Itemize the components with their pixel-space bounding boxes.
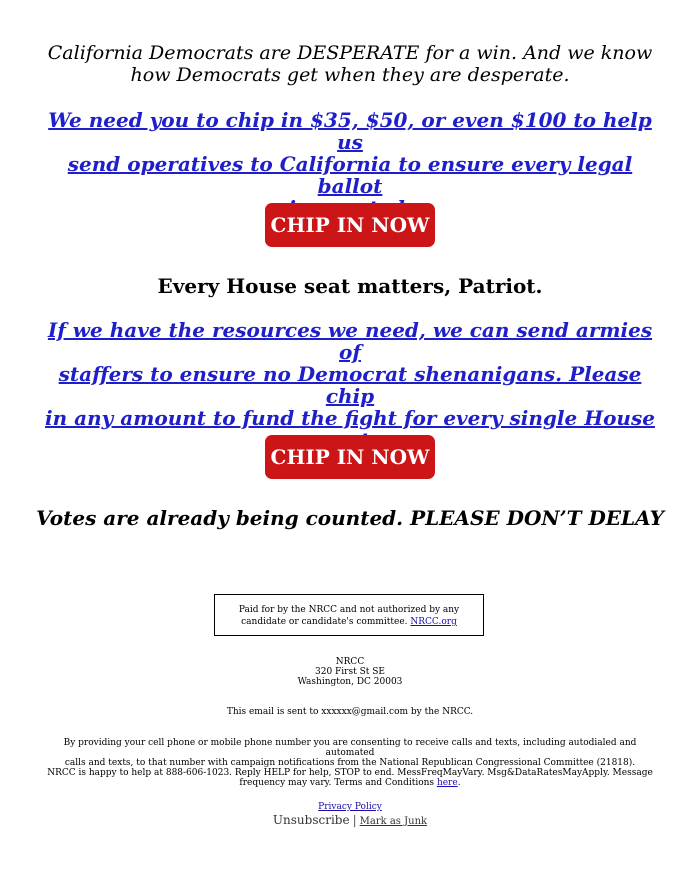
paid-for-disclaimer-box [214, 594, 484, 636]
ask2-line-2[interactable]: staffers to ensure no Democrat shenanigans. Please chip [58, 362, 642, 408]
chip-in-button-2[interactable]: CHIP IN NOW [265, 435, 435, 479]
sms-consent-notice [40, 738, 660, 768]
street-address: 320 First St SE [315, 667, 385, 677]
paid-line-2 [215, 616, 483, 628]
ask2-line-1[interactable]: If we have the resources we need, we can send armies of [47, 318, 653, 364]
help-line-2 [40, 778, 660, 788]
org-name: NRCC [335, 657, 365, 667]
consent-line-2: calls and texts, to that number with campaign notifications from the National Republican Congressional Committee (21818). [64, 758, 636, 768]
unsubscribe-link[interactable]: Unsubscribe [272, 813, 350, 827]
paid-line-1: Paid for by the NRCC and not authorized by any [238, 605, 460, 615]
donation-ask-link-2[interactable] [40, 319, 660, 451]
chip-in-button-1[interactable]: CHIP IN NOW [265, 203, 435, 247]
ask1-line-2[interactable]: send operatives to California to ensure every legal ballot [67, 152, 633, 198]
ask2-line-3[interactable]: in any amount to fund the fight for every single House [45, 406, 655, 430]
sent-to-notice: This email is sent to xxxxxx@gmail.com by the NRCC. [226, 707, 474, 717]
intro-line-1: California Democrats are DESPERATE for a win. And we know [47, 42, 653, 64]
ask1-line-1[interactable]: We need you to chip in $35, $50, or even $100 to help us [48, 108, 652, 154]
mark-as-junk-link[interactable]: Mark as Junk [359, 816, 428, 827]
link-separator: | [352, 813, 357, 827]
closing-urgent-text: Votes are already being counted. PLEASE DON’T DELAY [36, 506, 664, 530]
terms-here-link[interactable]: here [436, 778, 458, 788]
nrcc-org-link[interactable]: NRCC.org [410, 617, 457, 627]
privacy-policy-link[interactable]: Privacy Policy [318, 802, 382, 812]
help-period: . [457, 778, 461, 788]
help-line-2-text: frequency may vary. Terms and Conditions [239, 778, 435, 788]
help-notice [40, 768, 660, 788]
privacy-row [200, 802, 500, 812]
intro-text [40, 42, 660, 86]
mailing-address [200, 657, 500, 687]
paid-line-2-text: candidate or candidate's committee. [241, 617, 408, 627]
consent-line-1: By providing your cell phone or mobile phone number you are consenting to receive calls and texts, including autodialed and automated [63, 738, 637, 758]
unsubscribe-row [200, 813, 500, 829]
help-line-1: NRCC is happy to help at 888-606-1023. Reply HELP for help, STOP to end. MessFreqMayVary. Msg&DataRatesMayApply. Message [47, 768, 653, 778]
intro-line-2: how Democrats get when they are desperate. [130, 64, 570, 86]
city-state-zip: Washington, DC 20003 [297, 677, 403, 687]
patriot-heading: Every House seat matters, Patriot. [157, 274, 543, 298]
